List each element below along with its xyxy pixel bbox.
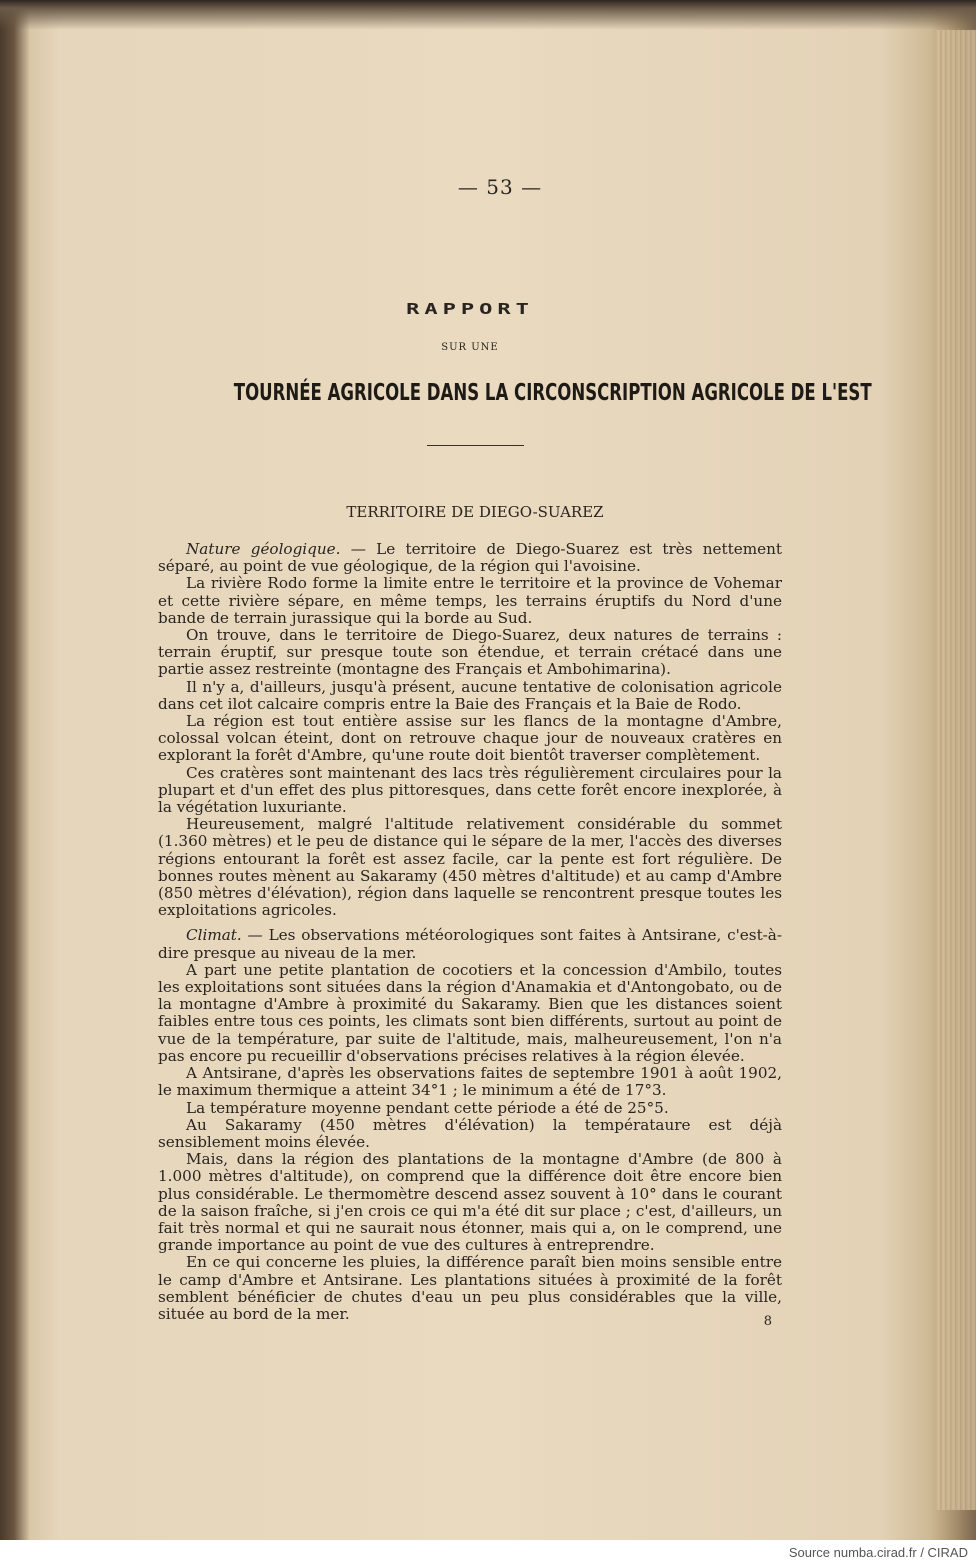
page-number: — 53 — [457,175,543,199]
title-rule [427,445,524,446]
paragraph [158,627,782,679]
paragraph [158,575,782,627]
section-title: TERRITOIRE DE DIEGO-SUAREZ [346,503,604,521]
paragraph-text: La température moyenne pendant cette période a été de 25°5. [186,1098,669,1117]
paragraph [158,1100,782,1117]
paragraph [158,1254,782,1323]
rapport-heading: RAPPORT [406,300,534,319]
paragraph [158,679,782,713]
paragraph [158,1117,782,1151]
body-text [158,541,782,1323]
paragraph [158,1151,782,1254]
paragraph-text: Ces cratères sont maintenant des lacs très régulièrement circulaires pour la plupart et d'un effet des plus pittoresques, dans cette forêt encore inexplorée, à la végétation luxuriante. [158,763,782,817]
source-footer [0,1540,976,1566]
paragraph [158,1065,782,1099]
paragraph [158,927,782,961]
paragraph-text: En ce qui concerne les pluies, la différence paraît bien moins sensible entre le camp d'Ambre et Antsirane. Les plantations situées à proximité de la forêt semblent bénéficier de chutes d'eau un peu plus considérables que la ville, située au bord de la mer. [158,1253,782,1323]
document-page [30,25,935,1530]
sur-une-subheading: SUR UNE [441,342,499,353]
paragraph [158,816,782,919]
source-credit: Source numba.cirad.fr / CIRAD [788,1545,968,1560]
main-title: TOURNÉE AGRICOLE DANS LA CIRCONSCRIPTION AGRICOLE DE L'EST [233,380,872,406]
paragraph-lead: Nature géologique. — [186,540,366,558]
paragraph-text: On trouve, dans le territoire de Diego-Suarez, deux natures de terrains : terrain éruptif, sur presque toute son étendue, et terrain crétacé dans une partie assez restreinte (montagne des Français et Ambohimarina). [158,626,782,679]
paragraph [158,713,782,765]
paragraph-text: A part une petite plantation de cocotiers et la concession d'Ambilo, toutes les exploitations sont situées dans la région d'Anamakia et d'Antongobato, ou de la montagne d'Ambre à proximité du Sakaramy. Bien que les distances soient faibles entre tous ces points, les climats sont bien différents, surtout au point de vue de la température, par suite de l'altitude, mais, malheureusement, l'on n'a pas encore pu recueillir d'observations précises relatives à la région élevée. [158,960,782,1065]
paragraph-text: Au Sakaramy (450 mètres d'élévation) la températaure est déjà sensiblement moins élevée. [158,1115,782,1151]
paragraph-text: A Antsirane, d'après les observations faites de septembre 1901 à août 1902, le maximum thermique a atteint 34°1 ; le minimum a été de 17°3. [158,1064,782,1100]
paragraph-text: Le territoire de Diego-Suarez est très nettement séparé, au point de vue géologique, de la région qui l'avoisine. [158,540,782,576]
paragraph-text: La rivière Rodo forme la limite entre le territoire et la province de Vohemar et cette rivière sépare, en même temps, les terrains éruptifs du Nord d'une bande de terrain jurassique qui la borde au Sud. [158,574,782,627]
paragraph-lead: Climat. — [186,926,263,945]
paragraph-text: Les observations météorologiques sont faites à Antsirane, c'est-à-dire presque au niveau de la mer. [158,926,782,962]
paragraph-text: Heureusement, malgré l'altitude relativement considérable du sommet (1.360 mètres) et le peu de distance qui le sépare de la mer, l'accès des diverses régions entourant la forêt est assez facile, car la pente est fort régulière. De bonnes routes mènent au Sakaramy (450 mètres d'altitude) et au camp d'Ambre (850 mètres d'élévation), région dans laquelle se rencontrent presque toutes les exploitations agricoles. [158,815,782,920]
paragraph [158,541,782,575]
folio-signature: 8 [763,1314,772,1329]
paragraph [158,765,782,817]
page-edges [936,30,976,1510]
paragraph-text: Il n'y a, d'ailleurs, jusqu'à présent, aucune tentative de colonisation agricole dans cet ilot calcaire compris entre la Baie des Français et la Baie de Rodo. [158,677,782,713]
paragraph-text: La région est tout entière assise sur les flancs de la montagne d'Ambre, colossal volcan éteint, dont on retrouve chaque jour de nouveaux cratères en explorant la forêt d'Ambre, qu'une route doit bientôt traverser complètement. [158,712,782,765]
paragraph-text: Mais, dans la région des plantations de la montagne d'Ambre (de 800 à 1.000 mètres d'altitude), on comprend que la différence doit être encore bien plus considérable. Le thermomètre descend assez souvent à 10° dans le courant de la saison fraîche, si j'en crois ce qui m'a été dit sur place ; c'est, d'ailleurs, un fait très normal et qui ne saurait nous étonner, mais qui a, on le comprend, une grande importance au point de vue des cultures à entreprendre. [158,1150,782,1255]
paragraph [158,962,782,1065]
